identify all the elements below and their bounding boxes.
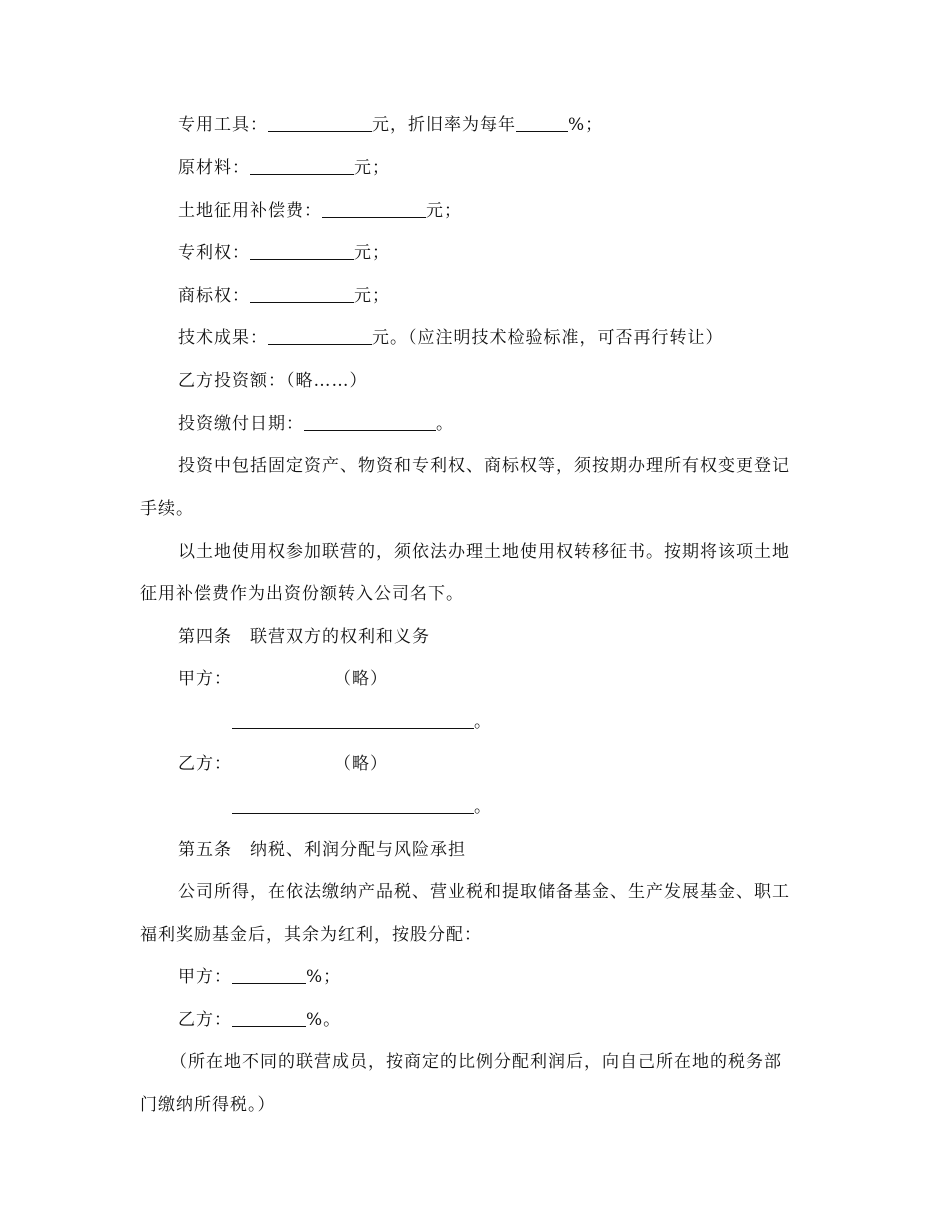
- paragraph-line: [140, 454, 858, 478]
- article-4-heading: [140, 625, 858, 649]
- text: 征用补偿费作为出资份额转入公司名下。: [140, 584, 464, 604]
- blank-amount: [250, 156, 354, 175]
- blank-rights: [232, 795, 474, 814]
- party-a-blank-line: [140, 710, 912, 734]
- line-special-tools: [140, 113, 858, 137]
- text: 乙方：: [178, 754, 232, 774]
- line-party-b-investment: [140, 369, 858, 393]
- blank-amount: [268, 326, 372, 345]
- text: 。: [474, 797, 492, 817]
- text: 专用工具：: [178, 115, 268, 135]
- text: 元；: [354, 243, 390, 263]
- text: 甲方：: [178, 669, 232, 689]
- blank-amount: [250, 284, 354, 303]
- text: 元，折旧率为每年: [372, 115, 516, 135]
- text: 第五条 纳税、利润分配与风险承担: [178, 840, 466, 860]
- line-patent: [140, 241, 858, 265]
- blank-amount: [268, 113, 372, 132]
- paragraph-line: [140, 880, 858, 904]
- line-tech-results: [140, 326, 858, 350]
- text: 第四条 联营双方的权利和义务: [178, 627, 430, 647]
- party-b-rights: [140, 752, 858, 776]
- text: 专利权：: [178, 243, 250, 263]
- line-trademark: [140, 284, 858, 308]
- text: 技术成果：: [178, 328, 268, 348]
- line-raw-materials: [140, 156, 858, 180]
- paragraph-line: [140, 1093, 820, 1117]
- blank-percent: [232, 965, 306, 984]
- text: （略）: [334, 669, 388, 689]
- text: 甲方：: [178, 967, 232, 987]
- party-b-blank-line: [140, 795, 912, 819]
- party-b-share: [140, 1008, 858, 1032]
- text: 手续。: [140, 499, 194, 519]
- blank-date: [304, 412, 436, 431]
- text: 元；: [354, 158, 390, 178]
- text: （所在地不同的联营成员，按商定的比例分配利润后，向自己所在地的税务部: [170, 1052, 782, 1072]
- blank-percent: [232, 1008, 306, 1027]
- text: 福利奖励基金后，其余为红利，按股分配：: [140, 925, 482, 945]
- text: 投资中包括固定资产、物资和专利权、商标权等，须按期办理所有权变更登记: [178, 456, 790, 476]
- text: 原材料：: [178, 158, 250, 178]
- paragraph-line: [140, 1050, 850, 1074]
- blank-rate: [516, 113, 568, 132]
- party-a-rights: [140, 667, 858, 691]
- blank-rights: [232, 710, 474, 729]
- text: 以土地使用权参加联营的，须依法办理土地使用权转移征书。按期将该项土地: [178, 542, 790, 562]
- paragraph-line: [140, 923, 820, 947]
- text: 投资缴付日期：: [178, 414, 304, 434]
- party-a-share: [140, 965, 858, 989]
- blank-amount: [322, 199, 426, 218]
- article-5-heading: [140, 838, 858, 862]
- line-land-compensation: [140, 199, 858, 223]
- text: 商标权：: [178, 286, 250, 306]
- text: 乙方投资额：（略……）: [178, 371, 368, 391]
- text: 。: [436, 414, 454, 434]
- paragraph-line: [140, 497, 820, 521]
- text: 元；: [426, 201, 462, 221]
- text: %；: [568, 115, 604, 135]
- text: 门缴纳所得税。）: [140, 1095, 276, 1115]
- text: 。: [474, 712, 492, 732]
- text: 公司所得，在依法缴纳产品税、营业税和提取储备基金、生产发展基金、职工: [178, 882, 790, 902]
- text: 元；: [354, 286, 390, 306]
- blank-amount: [250, 241, 354, 260]
- text: （略）: [334, 754, 388, 774]
- text: 土地征用补偿费：: [178, 201, 322, 221]
- text: %；: [306, 967, 342, 987]
- text: 元。（应注明技术检验标准，可否再行转让）: [372, 328, 724, 348]
- paragraph-line: [140, 540, 858, 564]
- paragraph-line: [140, 582, 820, 606]
- text: 乙方：: [178, 1010, 232, 1030]
- line-payment-date: [140, 412, 858, 436]
- text: %。: [306, 1010, 342, 1030]
